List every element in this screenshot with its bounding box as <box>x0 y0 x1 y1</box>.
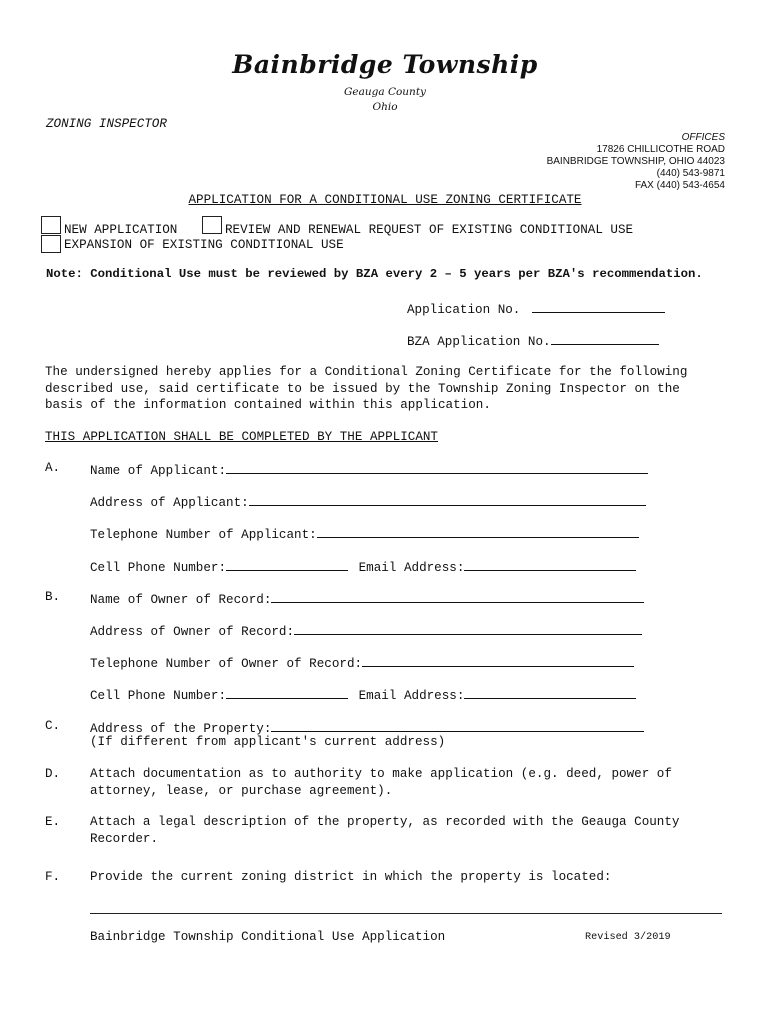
state-name: Ohio <box>372 101 398 113</box>
owner-name-row <box>90 590 644 607</box>
form-heading-text: APPLICATION FOR A CONDITIONAL USE ZONING CERTIFICATE <box>188 193 582 207</box>
owner-telephone-label: Telephone Number of Owner of Record: <box>90 657 363 671</box>
section-heading-text: THIS APPLICATION SHALL BE COMPLETED BY THE APPLICANT <box>45 430 438 444</box>
offices-label: OFFICES <box>681 132 725 143</box>
property-address-field[interactable] <box>271 719 644 732</box>
section-heading <box>45 430 438 444</box>
applicant-name-label: Name of Applicant: <box>90 464 227 478</box>
property-address-row <box>90 719 644 736</box>
new-application-checkbox[interactable] <box>41 216 61 234</box>
expansion-label: EXPANSION OF EXISTING CONDITIONAL USE <box>64 238 344 252</box>
applicant-address-field[interactable] <box>249 493 646 506</box>
owner-cell-row <box>90 686 636 703</box>
section-d-letter: D. <box>45 767 61 781</box>
owner-address-label: Address of Owner of Record: <box>90 625 295 639</box>
section-b-letter: B. <box>45 590 61 604</box>
property-address-note: (If different from applicant's current address) <box>90 735 446 749</box>
intro-line-2: described use, said certificate to be issued by the Township Zoning Inspector on the <box>45 381 680 396</box>
applicant-name-field[interactable] <box>226 461 648 474</box>
applicant-telephone-label: Telephone Number of Applicant: <box>90 528 317 542</box>
section-a-letter: A. <box>45 461 61 475</box>
owner-cell-label: Cell Phone Number: <box>90 689 227 703</box>
office-phone: (440) 543-9871 <box>656 168 725 179</box>
office-fax: FAX (440) 543-4654 <box>634 180 725 191</box>
owner-address-row <box>90 622 642 639</box>
applicant-cell-field[interactable] <box>226 558 348 571</box>
owner-telephone-field[interactable] <box>362 654 634 667</box>
new-application-label: NEW APPLICATION <box>64 223 178 237</box>
owner-email-label: Email Address: <box>358 689 465 703</box>
intro-line-1: The undersigned hereby applies for a Conditional Zoning Certificate for the following <box>45 365 688 379</box>
application-no-field[interactable] <box>532 300 665 313</box>
owner-email-field[interactable] <box>464 686 636 699</box>
footer-revised: Revised 3/2019 <box>585 932 671 943</box>
section-e-letter: E. <box>45 815 61 829</box>
review-note: Note: Conditional Use must be reviewed by BZA every 2 – 5 years per BZA's recommendation. <box>46 267 703 281</box>
footer-title: Bainbridge Township Conditional Use Application <box>90 930 446 944</box>
owner-address-field[interactable] <box>294 622 642 635</box>
county-name: Geauga County <box>344 86 426 98</box>
applicant-telephone-field[interactable] <box>317 525 639 538</box>
bza-application-no-row <box>407 332 659 349</box>
expansion-checkbox[interactable] <box>41 235 61 253</box>
applicant-telephone-row <box>90 525 639 542</box>
footer-divider <box>90 913 722 914</box>
section-d-line-2: attorney, lease, or purchase agreement). <box>90 784 393 798</box>
department-label: ZONING INSPECTOR <box>46 117 167 131</box>
property-address-label: Address of the Property: <box>90 722 272 736</box>
applicant-email-field[interactable] <box>464 558 636 571</box>
section-d-line-1: Attach documentation as to authority to make application (e.g. deed, power of <box>90 767 672 781</box>
review-renewal-checkbox[interactable] <box>202 216 222 234</box>
section-f-letter: F. <box>45 870 61 884</box>
owner-name-field[interactable] <box>271 590 644 603</box>
owner-name-label: Name of Owner of Record: <box>90 593 272 607</box>
owner-telephone-row <box>90 654 634 671</box>
section-e-line-1: Attach a legal description of the property, as recorded with the Geauga County <box>90 815 680 829</box>
applicant-name-row <box>90 461 648 478</box>
application-no-label: Application No. <box>407 303 521 317</box>
section-f-line-1: Provide the current zoning district in which the property is located: <box>90 870 612 884</box>
office-city: BAINBRIDGE TOWNSHIP, OHIO 44023 <box>546 156 725 167</box>
office-street: 17826 CHILLICOTHE ROAD <box>596 144 725 155</box>
section-e-line-2: Recorder. <box>90 832 159 846</box>
applicant-address-row <box>90 493 646 510</box>
bza-application-no-field[interactable] <box>551 332 659 345</box>
applicant-cell-label: Cell Phone Number: <box>90 561 227 575</box>
owner-cell-field[interactable] <box>226 686 348 699</box>
form-heading <box>0 193 770 207</box>
application-no-row <box>407 300 665 317</box>
township-title: Bainbridge Township <box>232 50 538 79</box>
applicant-cell-row <box>90 558 636 575</box>
applicant-address-label: Address of Applicant: <box>90 496 249 510</box>
review-renewal-label: REVIEW AND RENEWAL REQUEST OF EXISTING CONDITIONAL USE <box>225 223 634 237</box>
applicant-email-label: Email Address: <box>358 561 465 575</box>
intro-line-3: basis of the information contained within this application. <box>45 398 491 412</box>
bza-application-no-label: BZA Application No. <box>407 335 551 349</box>
section-c-letter: C. <box>45 719 61 733</box>
